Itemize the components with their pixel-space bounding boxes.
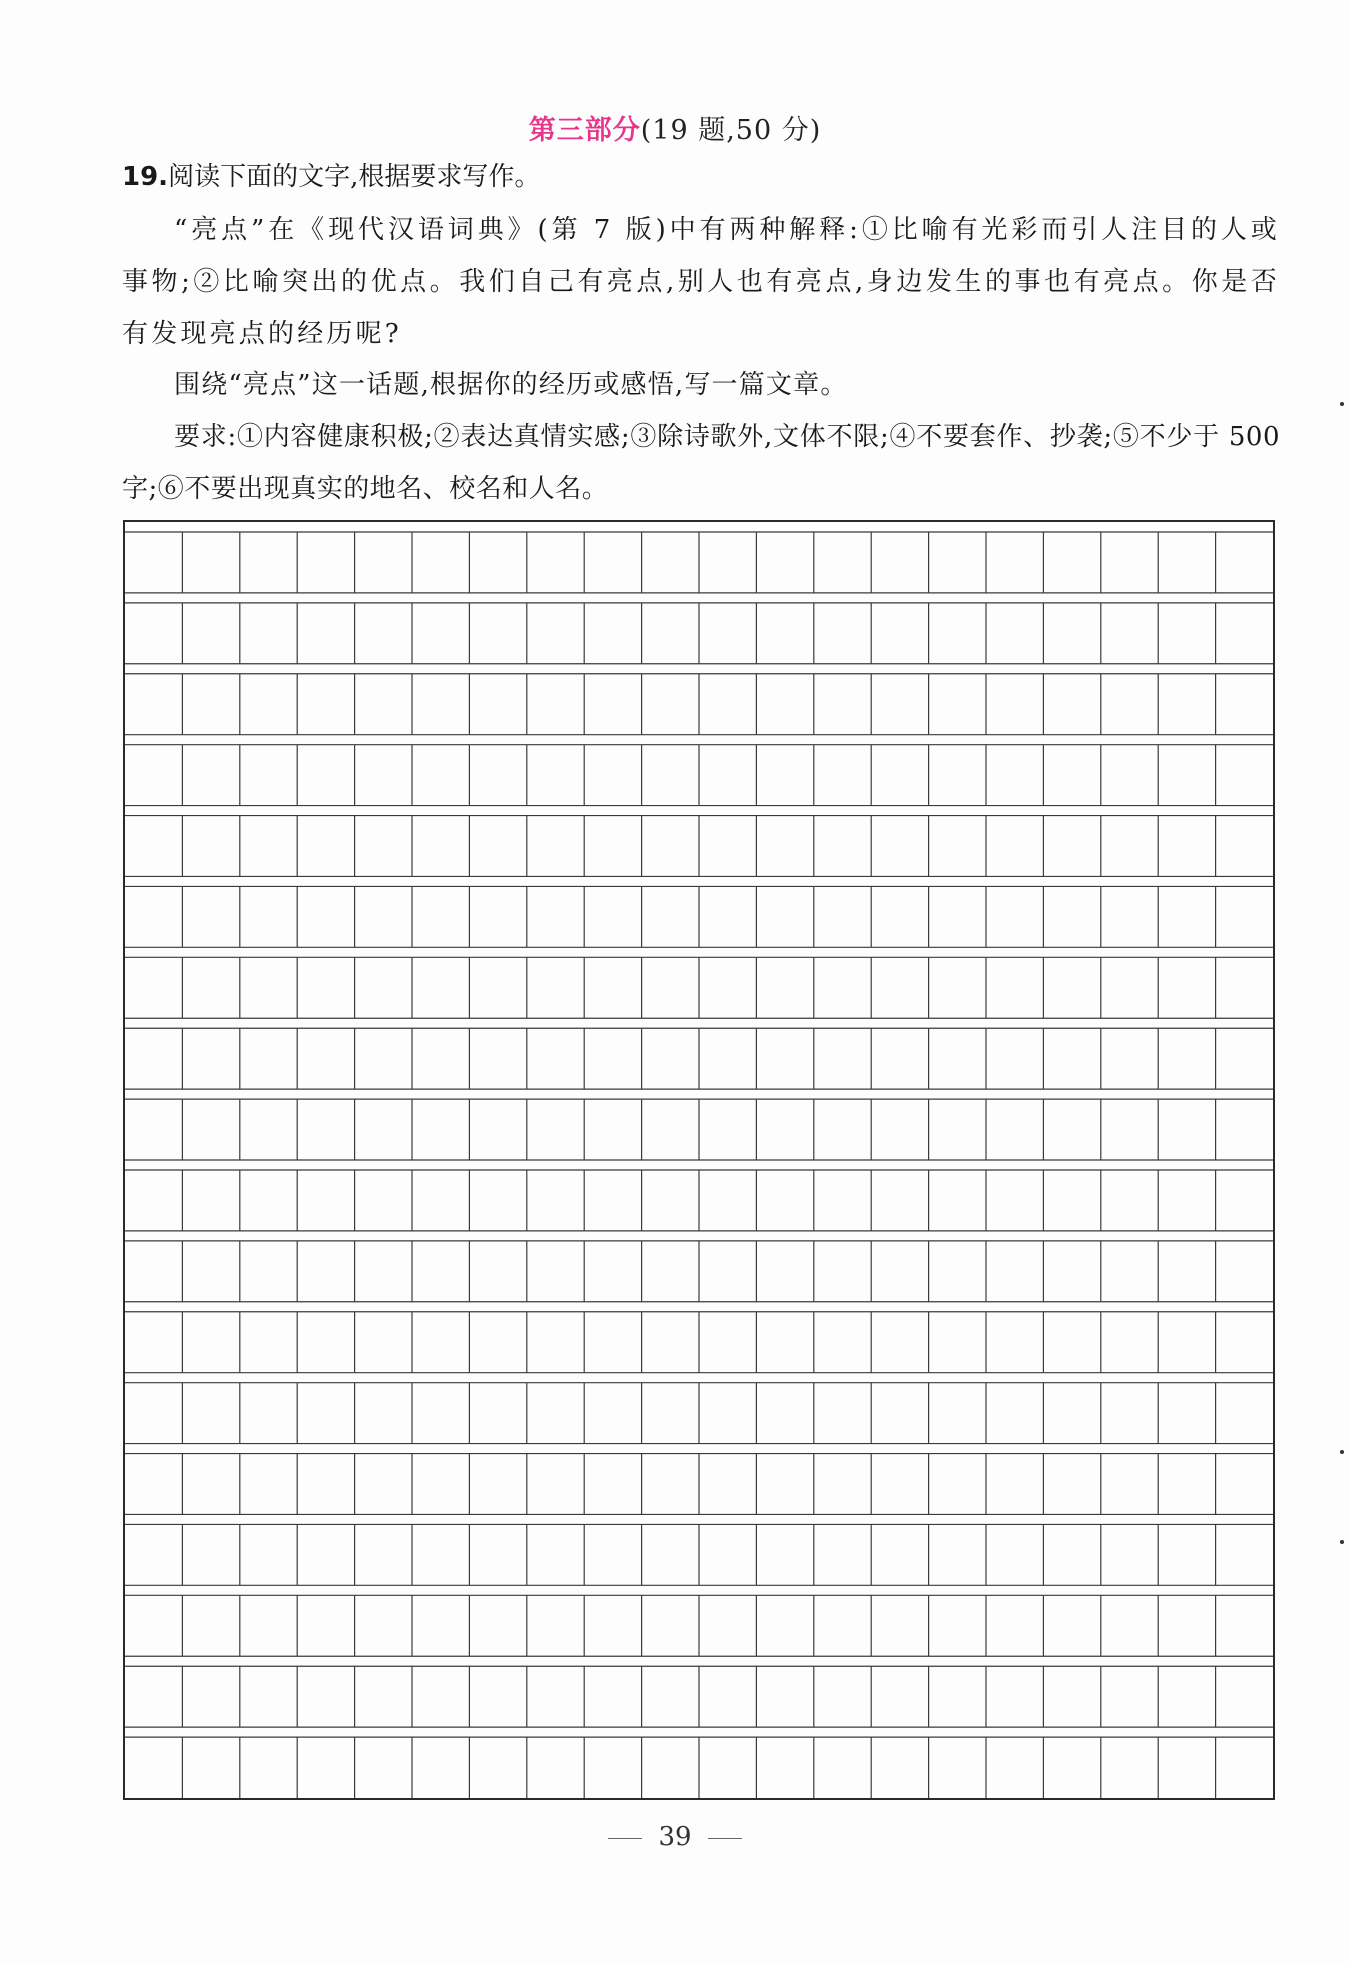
task-paragraph: 围绕“亮点”这一话题,根据你的经历或感悟,写一篇文章。 [174,370,848,400]
answer-grid-lines [125,522,1273,1798]
section-header [0,108,1350,147]
definition-paragraph: “亮点”在《现代汉语词典》(第 7 版)中有两种解释:①比喻有光彩而引人注目的人或事物;②比喻突出的优点。我们自己有亮点,别人也有亮点,身边发生的事也有亮点。你是否有发现亮点的经历呢? [122,215,1280,349]
page-number: 39 [658,1822,692,1852]
footer-dash-left [608,1838,642,1839]
composition-answer-grid[interactable] [123,520,1275,1800]
margin-mark [1340,1540,1344,1544]
section-part-title: 第三部分 [528,115,641,146]
question-heading [122,160,540,194]
section-part-meta: (19 题,50 分) [640,115,822,146]
margin-mark [1340,402,1344,406]
requirements-paragraph: 要求:①内容健康积极;②表达真情实感;③除诗歌外,文体不限;④不要套作、抄袭;⑤不少于 500 字;⑥不要出现真实的地名、校名和人名。 [122,422,1280,504]
page-footer [0,1822,1350,1852]
question-number: 19. [122,162,169,192]
footer-dash-right [708,1838,742,1839]
margin-mark [1340,1450,1344,1454]
question-prompt: 阅读下面的文字,根据要求写作。 [168,162,541,192]
